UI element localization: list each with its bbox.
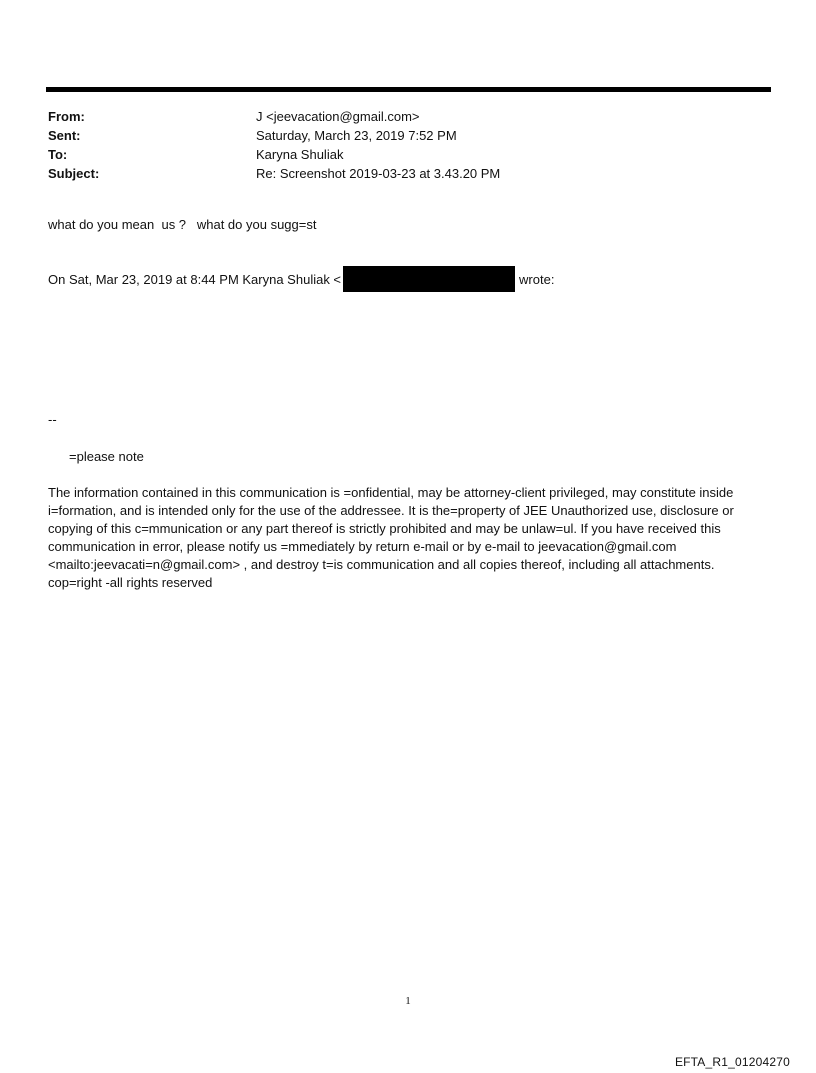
to-row — [48, 145, 748, 164]
subject-row — [48, 164, 748, 183]
sent-value: Saturday, March 23, 2019 7:52 PM — [256, 128, 457, 143]
from-label: From: — [48, 109, 85, 124]
please-note: =please note — [69, 449, 144, 464]
message-text: what do you mean us ? what do you sugg=st — [48, 217, 317, 232]
to-value: Karyna Shuliak — [256, 147, 344, 162]
page-number: 1 — [405, 995, 411, 1007]
sent-label: Sent: — [48, 128, 81, 143]
redaction-block — [343, 266, 515, 292]
bates-number: EFTA_R1_01204270 — [674, 1055, 790, 1069]
header-rule — [46, 87, 771, 92]
signature-dashes: -- — [48, 412, 57, 427]
reply-suffix: wrote: — [519, 271, 555, 287]
reply-attribution — [48, 266, 554, 292]
confidentiality-disclaimer: The information contained in this communication is =onfidential, may be attorney-client privileged, may constitute inside i=formation, and is intended only for the use of the addressee. It is the=property of JEE Unauthorized use, disclosure or copying of this c=mmunication or any part thereof is strictly prohibited and may be unlaw=ul. If you have received this communication in error, please notify us =mmediately by return e-mail or by e-mail to jeevacation@gmail.com <mailto:jeevacati=n@gmail.com> , and destroy t=is communication and all copies thereof, including all attachments. cop=right -all rights reserved — [48, 485, 734, 590]
from-row — [48, 107, 748, 126]
to-label: To: — [48, 147, 68, 162]
reply-prefix: On Sat, Mar 23, 2019 at 8:44 PM Karyna Shuliak < — [48, 271, 342, 287]
subject-label: Subject: — [48, 166, 100, 181]
sent-row — [48, 126, 748, 145]
subject-value: Re: Screenshot 2019-03-23 at 3.43.20 PM — [256, 166, 501, 181]
email-header — [48, 107, 748, 183]
from-value: J <jeevacation@gmail.com> — [256, 109, 420, 124]
